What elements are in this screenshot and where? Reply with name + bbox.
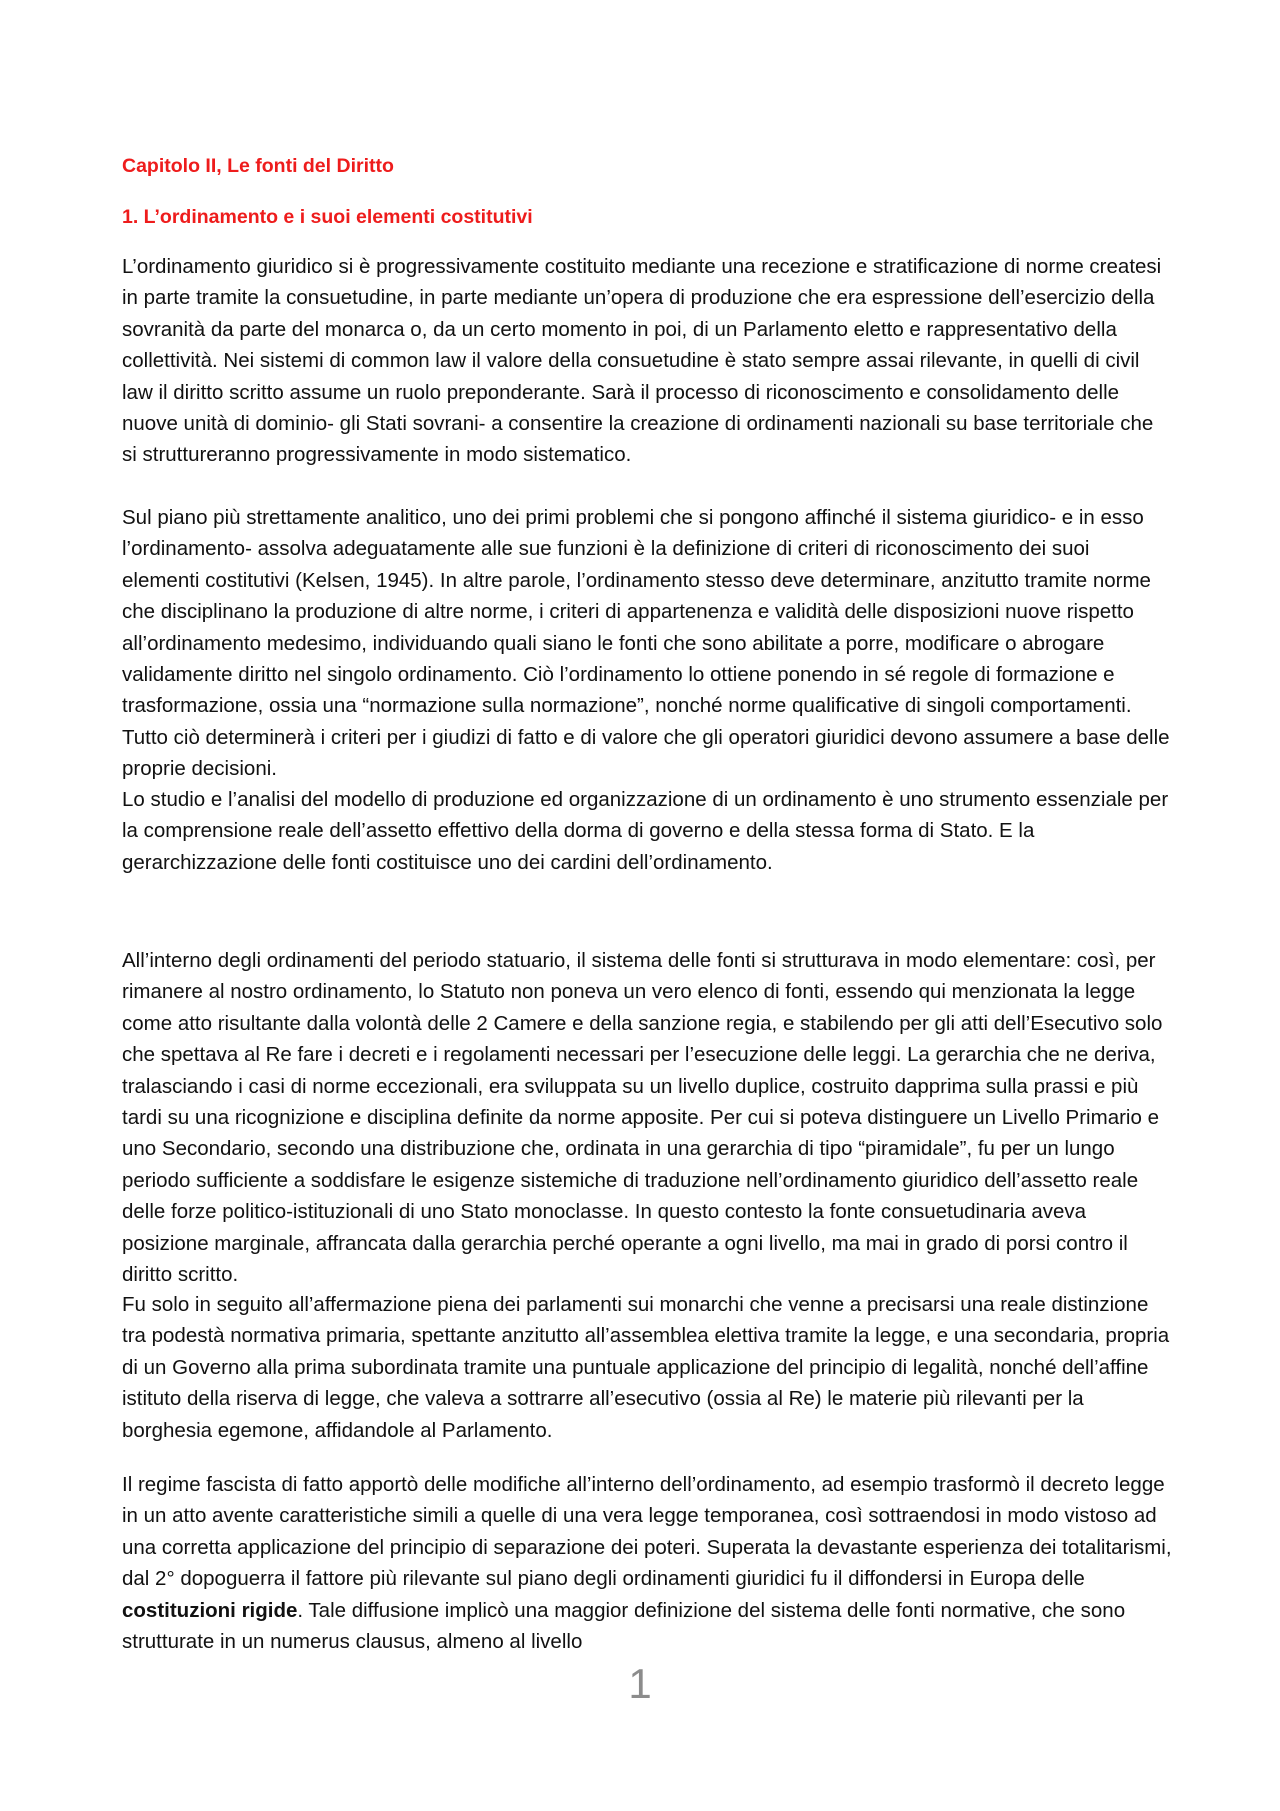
paragraph-1: L’ordinamento giuridico si è progressivamente costituito mediante una recezione e stratificazione di norme createsi in parte tramite la consuetudine, in parte mediante un’opera di produzione che era espressione dell’esercizio della sovranità da parte del monarca o, da un certo momento in poi, di un Parlamento eletto e rappresentativo della collettività. Nei sistemi di common law il valore della consuetudine è stato sempre assai rilevante, in quelli di civil law il diritto scritto assume un ruolo preponderante. Sarà il processo di riconoscimento e consolidamento delle nuove unità di dominio- gli Stati sovrani- a consentire la creazione di ordinamenti nazionali su base territoriale che si struttureranno progressivamente in modo sistematico. bbox=[122, 255, 1162, 467]
section-title: 1. L’ordinamento e i suoi elementi costitutivi bbox=[122, 206, 533, 228]
paragraph-4: All’interno degli ordinamenti del periodo statuario, il sistema delle fonti si strutturava in modo elementare: così, per rimanere al nostro ordinamento, lo Statuto non poneva un vero elenco di fonti, essendo qui menzionata la legge come atto risultante dalla volontà delle 2 Camere e della sanzione regia, e stabilendo per gli atti dell’Esecutivo solo che spettava al Re fare i decreti e i regolamenti necessari per l’esecuzione delle leggi. La gerarchia che ne deriva, tralasciando i casi di norme eccezionali, era sviluppata su un livello duplice, costruito dapprima sulla prassi e più tardi su una ricognizione e disciplina definite da norme apposite. Per cui si poteva distinguere un Livello Primario e uno Secondario, secondo una distribuzione che, ordinata in una gerarchia di tipo “piramidale”, fu per un lungo periodo sufficiente a soddisfare le esigenze sistemiche di traduzione nell’ordinamento giuridico dell’assetto reale delle forze politico-istituzionali di uno Stato monoclasse. In questo contesto la fonte consuetudinaria aveva posizione marginale, affrancata dalla gerarchia perché operante a ogni livello, ma mai in grado di porsi contro il diritto scritto. bbox=[122, 949, 1163, 1287]
page-number: 1 bbox=[628, 1660, 652, 1707]
paragraph-3: Lo studio e l’analisi del modello di produzione ed organizzazione di un ordinamento è uno strumento essenziale per la comprensione reale dell’assetto effettivo della dorma di governo e della stessa forma di Stato. E la gerarchizzazione delle fonti costituisce uno dei cardini dell’ordinamento. bbox=[122, 788, 1169, 874]
paragraph-6-text-b: . Tale diffusione implicò una maggior definizione del sistema delle fonti normative, che sono strutturate in un numerus clausus, almeno al livello bbox=[122, 1598, 1126, 1654]
paragraph-5: Fu solo in seguito all’affermazione piena dei parlamenti sui monarchi che venne a precisarsi una reale distinzione tra podestà normativa primaria, spettante anzitutto all’assemblea elettiva tramite la legge, e una secondaria, propria di un Governo alla prima subordinata tramite una puntuale applicazione del principio di legalità, nonché dell’affine istituto della riserva di legge, che valeva a sottrarre all’esecutivo (ossia al Re) le materie più rilevanti per la borghesia egemone, affidandole al Parlamento. bbox=[122, 1293, 1170, 1442]
paragraph-6 bbox=[122, 1469, 1172, 1657]
paragraph-2: Sul piano più strettamente analitico, uno dei primi problemi che si pongono affinché il sistema giuridico- e in esso l’ordinamento- assolva adeguatamente alle sue funzioni è la definizione di criteri di riconoscimento dei suoi elementi costitutivi (Kelsen, 1945). In altre parole, l’ordinamento stesso deve determinare, anzitutto tramite norme che disciplinano la produzione di altre norme, i criteri di appartenenza e validità delle disposizioni nuove rispetto all’ordinamento medesimo, individuando quali siano le fonti che sono abilitate a porre, modificare o abrogare validamente diritto nel singolo ordinamento. Ciò l’ordinamento lo ottiene ponendo in sé regole di formazione e trasformazione, ossia una “normazione sulla normazione”, nonché norme qualificative di singoli comportamenti. Tutto ciò determinerà i criteri per i giudizi di fatto e di valore che gli operatori giuridici devono assumere a base delle proprie decisioni. bbox=[122, 506, 1170, 781]
chapter-title: Capitolo II, Le fonti del Diritto bbox=[122, 155, 394, 177]
paragraph-6-bold: costituzioni rigide bbox=[122, 1598, 298, 1622]
paragraph-6-text-a: Il regime fascista di fatto apportò delle modifiche all’interno dell’ordinamento, ad esempio trasformò il decreto legge in un atto avente caratteristiche simili a quelle di una vera legge temporanea, così sottraendosi in modo vistoso ad una corretta applicazione del principio di separazione dei poteri. Superata la devastante esperienza dei totalitarismi, dal 2° dopoguerra il fattore più rilevante sul piano degli ordinamenti giuridici fu il diffondersi in Europa delle bbox=[122, 1473, 1172, 1591]
